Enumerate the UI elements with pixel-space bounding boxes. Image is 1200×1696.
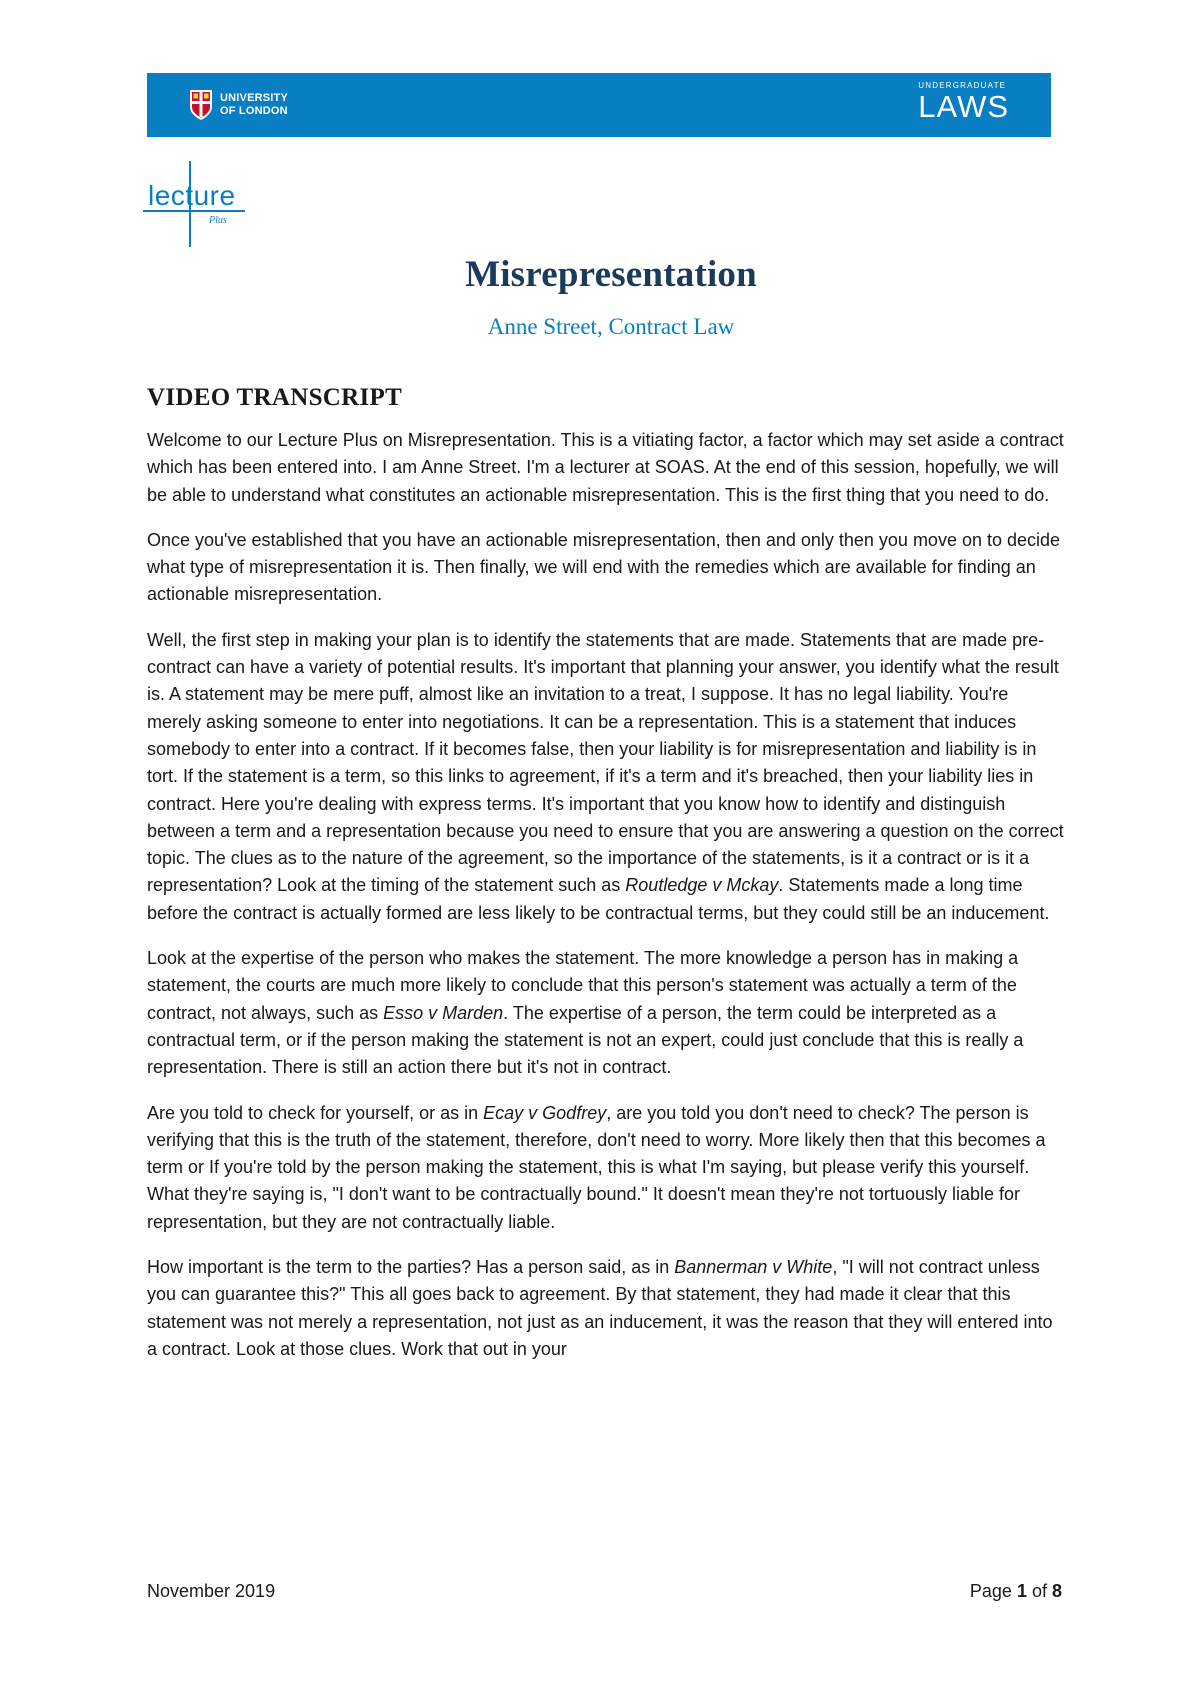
current-page: 1 bbox=[1016, 1581, 1027, 1601]
case-citation: Ecay v Godfrey bbox=[483, 1102, 607, 1123]
paragraph bbox=[147, 945, 1067, 1081]
paragraph-text: . Statements made a long time before the contract is actually formed are less likely to be contractual terms, but they could still be an inducement. bbox=[147, 875, 1050, 923]
lecture-plus-logo bbox=[143, 158, 253, 250]
paragraph-text: Look at the expertise of the person who makes the statement. The more knowledge a person has in making a statement, the courts are much more likely to conclude that this person's statement was actually a term of the contract, not always, such as bbox=[147, 948, 1019, 1023]
transcript-body bbox=[147, 427, 1067, 1363]
paragraph-text: Once you've established that you have an actionable misrepresentation, then and only then you move on to decide what type of misrepresentation it is. Then finally, we will end with the remedies which are available for finding an actionable misrepresentation. bbox=[147, 529, 1061, 605]
header-banner bbox=[147, 73, 1051, 137]
paragraph-text: Well, the first step in making your plan is to identify the statements that are made. Statements that are made pre-contract can have a variety of potential results. It's important that planning your answer, you identify what the result is. A statement may be mere puff, almost like an invitation to a treat, I suppose. It has no legal liability. You're merely asking someone to enter into negotiations. It can be a representation. This is a statement that induces somebody to enter into a contract. If it becomes false, then your liability is for misrepresentation and liability is in tort. If the statement is a term, so this links to agreement, if it's a term and it's breached, then your liability lies in contract. Here you're dealing with express terms. It's important that you know how to identify and distinguish between a term and a representation because you need to ensure that you are answering a question on the correct topic. The clues as to the nature of the agreement, so the importance of the statements, is it a contract or is it a representation? Look at the timing of the statement such as bbox=[147, 629, 1064, 896]
document-subtitle: Anne Street, Contract Law bbox=[487, 314, 735, 339]
plus-logo-text: Plus bbox=[209, 215, 227, 226]
footer-date: November 2019 bbox=[147, 1581, 276, 1601]
laws-logo bbox=[918, 81, 1009, 123]
total-pages: 8 bbox=[1051, 1581, 1062, 1601]
case-citation: Bannerman v White bbox=[674, 1257, 833, 1278]
paragraph-text: Welcome to our Lecture Plus on Misrepresentation. This is a vitiating factor, a factor which may set aside a contract which has been entered into. I am Anne Street. I'm a lecturer at SOAS. At the end of this session, hopefully, we will be able to understand what constitutes an actionable misrepresentation. This is the first thing that you need to do. bbox=[147, 430, 1064, 505]
paragraph bbox=[147, 427, 1067, 509]
lecture-logo-text: lecture bbox=[148, 180, 236, 211]
programme-level: UNDERGRADUATE bbox=[918, 81, 1007, 90]
university-logo bbox=[189, 84, 288, 126]
paragraph bbox=[147, 627, 1067, 927]
document-title: Misrepresentation bbox=[465, 254, 757, 295]
paragraph bbox=[147, 527, 1067, 609]
paragraph-text: , "I will not contract unless you can guarantee this?" This all goes back to agreement. By that statement, they had made it clear that this statement was not merely a representation, not just as an inducement, it was the reason that they will entered into a contract. Look at those clues. Work that out in your bbox=[147, 1257, 1053, 1359]
page-of-label: of bbox=[1026, 1581, 1052, 1601]
paragraph-text: How important is the term to the parties? Has a person said, as in bbox=[147, 1257, 675, 1278]
section-heading: VIDEO TRANSCRIPT bbox=[147, 384, 403, 411]
paragraph-text: . The expertise of a person, the term could be interpreted as a contractual term, or if the person making the statement is not an expert, could just conclude that this is really a representation. There is still an action there but it's not in contract. bbox=[147, 1002, 1024, 1078]
title-block bbox=[0, 253, 1200, 340]
page-number bbox=[970, 1581, 1062, 1602]
paragraph bbox=[147, 1254, 1067, 1363]
paragraph-text: , are you told you don't need to check? The person is verifying that this is the truth of the statement, therefore, don't need to worry. More likely then that this becomes a term or If you're told by the person making the statement, this is what I'm saying, but please verify this yourself. What they're saying is, "I don't want to be contractually bound." It doesn't mean they're not tortuously liable for representation, but they are not contractually liable. bbox=[147, 1102, 1046, 1232]
case-citation: Esso v Marden bbox=[383, 1002, 504, 1023]
university-name-line2: OF LONDON bbox=[220, 105, 288, 117]
paragraph-text: Are you told to check for yourself, or as in bbox=[147, 1102, 484, 1123]
paragraph bbox=[147, 1100, 1067, 1236]
page-label: Page bbox=[969, 1581, 1017, 1601]
programme-name: LAWS bbox=[918, 89, 1009, 124]
case-citation: Routledge v Mckay bbox=[625, 875, 779, 896]
university-name-line1: UNIVERSITY bbox=[220, 92, 289, 104]
university-crest-icon bbox=[189, 89, 213, 121]
